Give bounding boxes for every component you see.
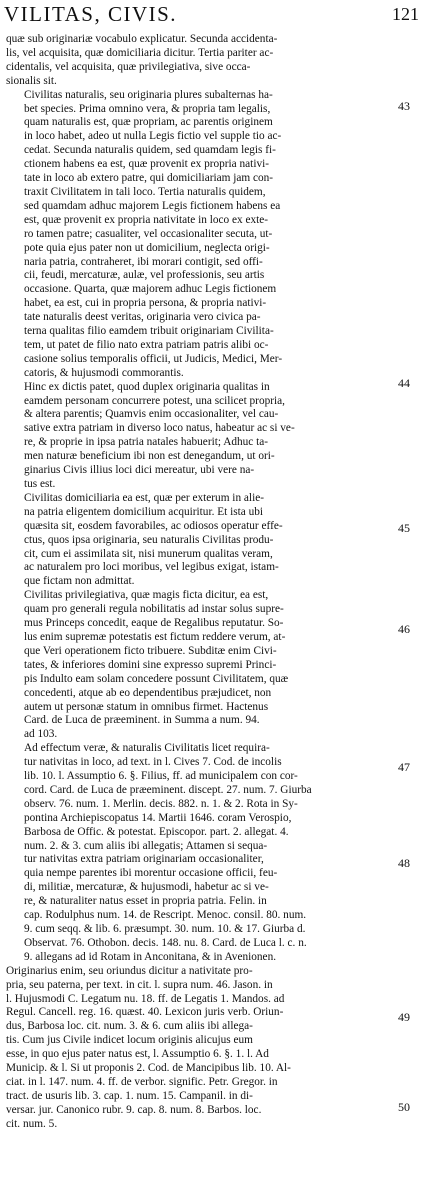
- text-line: tem, ut patet de filio nato extra patriam patris alibi oc-: [24, 338, 269, 351]
- text-line: num. 2. & 3. cum aliis ibi allegatis; Attamen si sequa-: [24, 839, 268, 852]
- text-line: mus Princeps concedit, eaque de Regalibus reputatur. So-: [24, 617, 284, 630]
- text-line: di, militiæ, mercaturæ, & hujusmodi, habetur ac si ve-: [24, 881, 269, 894]
- text-line: Hinc ex dictis patet, quod duplex originaria qualitas in: [24, 380, 270, 393]
- text-line: est, quæ provenit ex propria nativitate in loco ex exte-: [24, 213, 269, 226]
- paragraph: [6, 381, 388, 492]
- text-line: cord. Card. de Luca de præeminent. discept. 27. num. 7. Giurba: [24, 783, 312, 796]
- text-line: pontina Archiepiscopatus 14. Martii 1646. coram Verospio,: [24, 811, 292, 824]
- text-line: tus est.: [24, 478, 56, 490]
- text-line: cidentalis, vel acquisita, quæ privilegiativa, sive occa-: [6, 60, 251, 73]
- text-line: naria patria, contraheret, ibi morari contigit, sed offi-: [24, 255, 263, 268]
- margin-number: 44: [398, 376, 410, 390]
- text-line: Regul. Cancell. reg. 16. quæst. 40. Lexicon juris verb. Oriun-: [6, 1006, 284, 1019]
- page-number: 121: [392, 4, 419, 24]
- text-line: tate in loco ab extero patre, qui domiciliariam jam con-: [24, 172, 274, 185]
- margin-number: 43: [398, 99, 410, 113]
- text-line: cit. num. 5.: [6, 1117, 58, 1130]
- text-line: que fictam non admittat.: [24, 575, 135, 588]
- text-line: tur nativitas extra patriam originariam occasionaliter,: [24, 853, 264, 866]
- text-line: sionalis sit.: [6, 74, 57, 87]
- text-line: traxit Civilitatem in tali loco. Tertia naturalis quidem,: [24, 185, 266, 198]
- text-line: ciat. in l. 147. num. 4. ff. de verbor. signific. Petr. Gregor. in: [6, 1075, 278, 1088]
- text-line: casione solius temporalis officii, ut Judicis, Medici, Mer-: [24, 352, 283, 365]
- text-line: quæsita sit, eosdem favorabiles, ac odiosos operatur effe-: [24, 519, 283, 532]
- text-line: ac naturalem pro loci moribus, vel legibus exigat, istam-: [24, 561, 279, 574]
- text-line: Ad effectum veræ, & naturalis Civilitatis licet requira-: [24, 742, 270, 755]
- text-line: tis. Cum jus Civile indicet locum originis alicujus eum: [6, 1034, 253, 1047]
- text-line: tate naturalis deest veritas, originaria vero civica pa-: [24, 311, 261, 324]
- text-line: Municip. & l. Si ut proponis 2. Cod. de Mancipibus lib. 10. Al-: [6, 1062, 291, 1075]
- margin-number: 48: [398, 856, 410, 870]
- text-line: habet, ea est, cui in propria persona, & propria nativi-: [24, 297, 267, 310]
- text-line: pria, seu paterna, per text. in cit. l. supra num. 46. Jason. in: [6, 978, 273, 991]
- text-line: occasione. Quarta, quæ majorem adhuc Legis fictionem: [24, 283, 277, 296]
- text-line: observ. 76. num. 1. Merlin. decis. 882. n. 1. & 2. Rota in Sy-: [24, 797, 298, 810]
- margin-number: 47: [398, 760, 410, 774]
- text-line: lus enim supremæ potestatis est fictum reddere verum, at-: [24, 630, 286, 643]
- text-line: ro tamen patre; casualiter, vel occasionaliter secuta, ut-: [24, 227, 273, 240]
- text-line: ad 103.: [24, 728, 58, 741]
- text-line: cedat. Secunda naturalis quidem, sed quamdam legis fi-: [24, 144, 276, 157]
- text-line: Civilitas privilegiativa, quæ magis ficta dicitur, ea est,: [24, 589, 269, 602]
- margin-number: 45: [398, 521, 410, 535]
- text-line: cap. Rodulphus num. 14. de Rescript. Menoc. consil. 80. num.: [24, 909, 307, 922]
- paragraph: [6, 742, 388, 965]
- running-head: VILITAS, CIVIS.: [4, 2, 178, 26]
- text-line: quam pro generali regula nobilitatis ad instar solus supre-: [24, 603, 284, 616]
- text-line: concedenti, atque ab eo dependentibus præjudicet, non: [24, 686, 272, 699]
- paragraph: [6, 492, 388, 589]
- text-line: quam naturalis est, quæ propriam, ac parentis originem: [24, 116, 273, 129]
- text-line: lib. 10. l. Assumptio 6. §. Filius, ff. ad municipalem con cor-: [24, 770, 298, 783]
- paragraph: [6, 589, 388, 742]
- text-line: sed quamdam adhuc majorem Legis fictionem habens ea: [24, 199, 281, 212]
- text-line: ctionem habens ea est, quæ provenit ex propria nativi-: [24, 158, 270, 171]
- text-line: tur nativitas in loco, ad text. in l. Cives 7. Cod. de incolis: [24, 756, 282, 769]
- text-line: & altera parentis; Quamvis enim occasionaliter, vel cau-: [24, 408, 279, 421]
- text-line: l. Hujusmodi C. Legatum nu. 18. ff. de Legatis 1. Mandos. ad: [6, 992, 285, 1005]
- text-line: catoris, & hujusmodi commorantis.: [24, 366, 184, 379]
- text-line: terna qualitas filio eamdem tribuit originariam Civilita-: [24, 325, 274, 338]
- text-line: quia nempe parentes ibi morentur occasione officii, feu-: [24, 867, 278, 880]
- text-line: na patria eligentem domicilium acquiritur. Et ista ubi: [24, 505, 264, 518]
- text-line: sative extra patriam in diverso loco natus, habeatur ac si ve-: [24, 422, 295, 435]
- text-line: bet species. Prima omnino vera, & propria tam legalis,: [24, 102, 271, 115]
- text-line: tates, & inferiores domini sine expresso supremi Princi-: [24, 658, 277, 671]
- text-line: Barbosa de Offic. & potestat. Episcopor. part. 2. allegat. 4.: [24, 825, 289, 838]
- margin-number: 49: [398, 1010, 410, 1024]
- text-line: versar. jur. Canonico rubr. 9. cap. 8. num. 8. Barbos. loc.: [6, 1103, 262, 1116]
- margin-number: 46: [398, 622, 410, 636]
- text-line: re, & proprie in ipsa patria natales habuerit; Adhuc ta-: [24, 436, 269, 449]
- text-line: pote quia ejus pater non ut domicilium, neglecta origi-: [24, 241, 270, 254]
- text-line: ginarius Civis illius loci dici mereatur, ubi vere na-: [24, 464, 255, 477]
- page-header: [4, 2, 423, 28]
- text-line: Card. de Luca de præeminent. in Summa a num. 94.: [24, 714, 260, 727]
- text-line: quæ sub originariæ vocabulo explicatur. Secunda accidenta-: [6, 33, 278, 45]
- text-line: esse, in quo ejus pater natus est, l. Assumptio 6. §. 1. l. Ad: [6, 1048, 269, 1061]
- text-line: cii, feudi, mercaturæ, aulæ, vel professionis, seu artis: [24, 269, 265, 282]
- text-line: in loco habet, adeo ut nulla Legis fictio vel supple tio ac-: [24, 130, 282, 143]
- text-line: eamdem personam concurrere potest, una scilicet propria,: [24, 394, 285, 407]
- text-line: tract. de usuris lib. 3. cap. 1. num. 15. Campanil. in di-: [6, 1089, 253, 1102]
- text-line: Civilitas naturalis, seu originaria plures subalternas ha-: [24, 88, 273, 101]
- text-line: Observat. 76. Othobon. decis. 148. nu. 8. Card. de Luca l. c. n.: [24, 936, 307, 949]
- page-body-text: [6, 33, 388, 1183]
- paragraph: [6, 33, 388, 89]
- text-line: dus, Barbosa loc. cit. num. 3. & 6. cum aliis ibi allega-: [6, 1020, 253, 1033]
- margin-number: 50: [398, 1100, 410, 1114]
- text-line: 9. cum seqq. & lib. 6. præsumpt. 30. num. 10. & 17. Giurba d.: [24, 923, 306, 935]
- text-line: Originarius enim, seu oriundus dicitur a nativitate pro-: [6, 964, 253, 977]
- text-line: 9. allegans ad id Rotam in Anconitana, & in Avenionen.: [24, 950, 277, 963]
- paragraph: [6, 965, 388, 1132]
- text-line: ctus, quos ipsa originaria, seu naturalis Civilitas produ-: [24, 533, 274, 546]
- text-line: pis Indulto eam solam concedere possunt Civilitatem, quæ: [24, 672, 289, 685]
- paragraph: [6, 89, 388, 381]
- text-line: autem ut personæ statum in omnibus firmet. Hactenus: [24, 700, 269, 713]
- text-line: que Veri operationem ficto tribuere. Subditæ enim Civi-: [24, 644, 277, 657]
- text-line: cit, cum ei assimilata sit, nisi munerum qualitas veram,: [24, 547, 273, 560]
- text-line: re, & naturaliter natus esset in propria patria. Felin. in: [24, 895, 267, 908]
- text-line: Civilitas domiciliaria ea est, quæ per exterum in alie-: [24, 491, 264, 504]
- text-line: lis, vel acquisita, quæ domiciliaria dicitur. Tertia pariter ac-: [6, 46, 274, 59]
- text-line: men naturæ beneficium ibi non est denegandum, ut ori-: [24, 450, 275, 463]
